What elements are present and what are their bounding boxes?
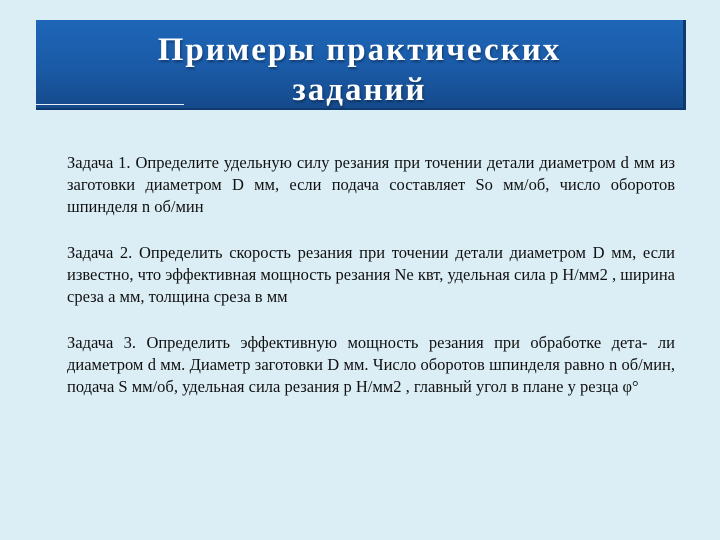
slide-title: [36, 30, 683, 110]
task-3: Задача 3. Определить эффективную мощность резания при обработке дета- ли диаметром d мм. Диаметр заготовки D мм. Число оборотов шпинделя равно n об/мин, подача S мм/об, удельная сила резания р Н/мм2 , главный угол в плане у резца φ°: [67, 333, 675, 396]
decorative-underline: [36, 104, 184, 105]
task-2: Задача 2. Определить скорость резания при точении детали диаметром D мм, если известно, что эффективная мощность резания Nе квт, удельная сила р Н/мм2 , ширина среза а мм, толщина среза в мм: [67, 243, 675, 306]
title-line-1: Примеры практических: [157, 32, 562, 68]
task-1: Задача 1. Определите удельную силу резания при точении детали диаметром d мм из заготовки диаметром D мм, если подача составляет Sо мм/об, число оборотов шпинделя n об/мин: [67, 153, 675, 216]
tasks-list: [67, 152, 675, 422]
title-banner: [36, 20, 686, 110]
title-line-2: заданий: [292, 72, 427, 108]
